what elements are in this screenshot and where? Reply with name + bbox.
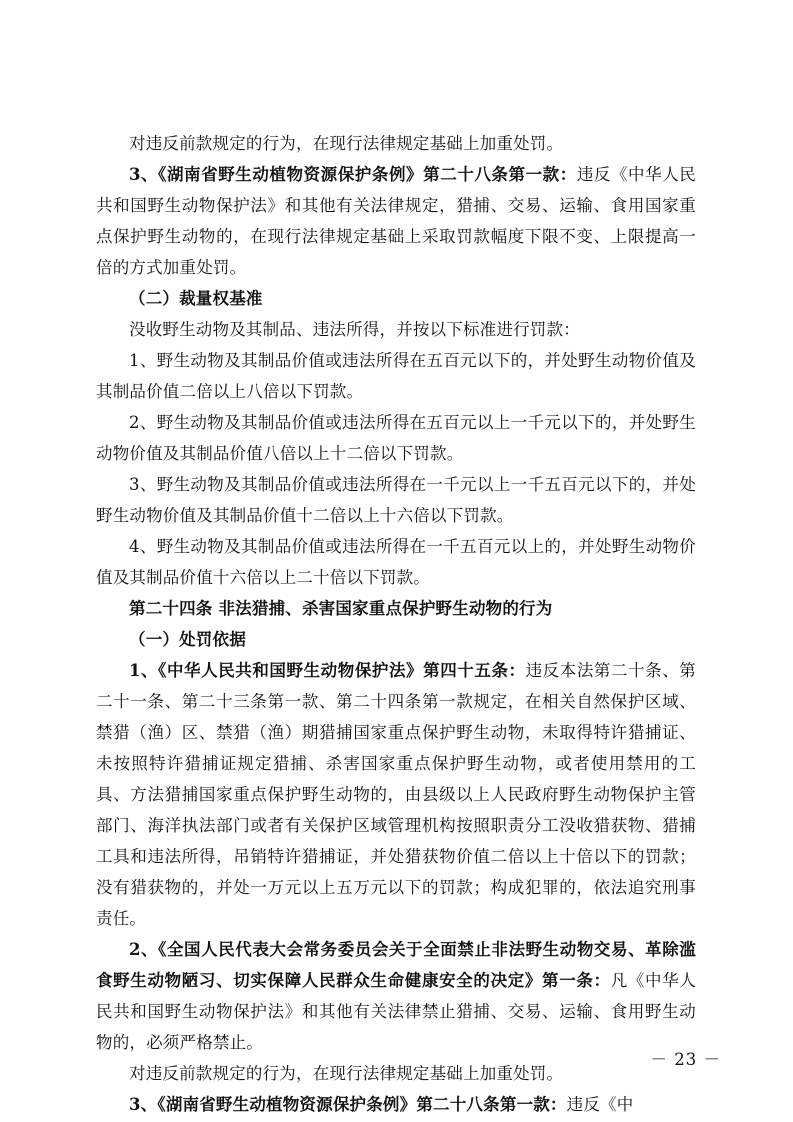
paragraph <box>96 934 696 1058</box>
paragraph <box>96 159 696 283</box>
paragraph-bold-lead: 1、《中华人民共和国野生动物保护法》第四十五条： <box>129 661 526 680</box>
paragraph-text: 违反本法第二十条、第二十一条、第二十三条第一款、第二十四条第一款规定，在相关自然保护区域、禁猎（渔）区、禁猎（渔）期猎捕国家重点保护野生动物，未取得特许猎捕证、未按照特许猎捕证规定猎捕、杀害国家重点保护野生动物，或者使用禁用的工具、方法猎捕国家重点保护野生动物的，由县级以上人民政府野生动物保护主管部门、海洋执法部门或者有关保护区域管理机构按照职责分工没收猎获物、猎捕工具和违法所得，吊销特许猎捕证，并处猎获物价值二倍以上十倍以下的罚款；没有猎获物的，并处一万元以上五万元以下的罚款；构成犯罪的，依法追究刑事责任。 <box>96 661 697 928</box>
paragraph-text: 违反《中 <box>566 1095 634 1114</box>
paragraph-bold-lead: 3、《湖南省野生动植物资源保护条例》第二十八条第一款： <box>129 1095 567 1114</box>
paragraph: 1、野生动物及其制品价值或违法所得在五百元以下的，并处野生动物价值及其制品价值二倍以上八倍以下罚款。 <box>96 351 696 401</box>
paragraph: 2、野生动物及其制品价值或违法所得在五百元以上一千元以下的，并处野生动物价值及其制品价值八倍以上十二倍以下罚款。 <box>96 413 696 463</box>
article-heading: 第二十四条 非法猎捕、杀害国家重点保护野生动物的行为 <box>129 599 553 618</box>
paragraph: 对违反前款规定的行为，在现行法律规定基础上加重处罚。 <box>129 1064 564 1083</box>
paragraph: 3、野生动物及其制品价值或违法所得在一千元以上一千五百元以下的，并处野生动物价值及其制品价值十二倍以上十六倍以下罚款。 <box>96 475 696 525</box>
paragraph-text: 违反《中华人民共和国野生动物保护法》和其他有关法律规定，猎捕、交易、运输、食用国家重点保护野生动物的，在现行法律规定基础上采取罚款幅度下限不变、上限提高一倍的方式加重处罚。 <box>96 165 696 277</box>
section-heading: （一）处罚依据 <box>129 630 246 649</box>
paragraph: 对违反前款规定的行为，在现行法律规定基础上加重处罚。 <box>129 134 564 153</box>
page-number: － 23 － <box>650 1050 721 1069</box>
paragraph: 4、野生动物及其制品价值或违法所得在一千五百元以上的，并处野生动物价值及其制品价值十六倍以上二十倍以下罚款。 <box>96 537 696 587</box>
paragraph-text: 凡《中华人民共和国野生动物保护法》和其他有关法律禁止猎捕、交易、运输、食用野生动物的，必须严格禁止。 <box>96 971 697 1052</box>
paragraph: 没收野生动物及其制品、违法所得，并按以下标准进行罚款： <box>129 320 580 339</box>
paragraph <box>96 1089 696 1120</box>
paragraph <box>96 655 696 934</box>
paragraph-bold-lead: 2、《全国人民代表大会常务委员会关于全面禁止非法野生动物交易、革除滥食野生动物陋习、切实保障人民群众生命健康安全的决定》第一条： <box>96 940 696 990</box>
document-body <box>96 128 696 1120</box>
section-heading: （二）裁量权基准 <box>129 289 263 308</box>
paragraph-bold-lead: 3、《湖南省野生动植物资源保护条例》第二十八条第一款： <box>129 165 577 184</box>
